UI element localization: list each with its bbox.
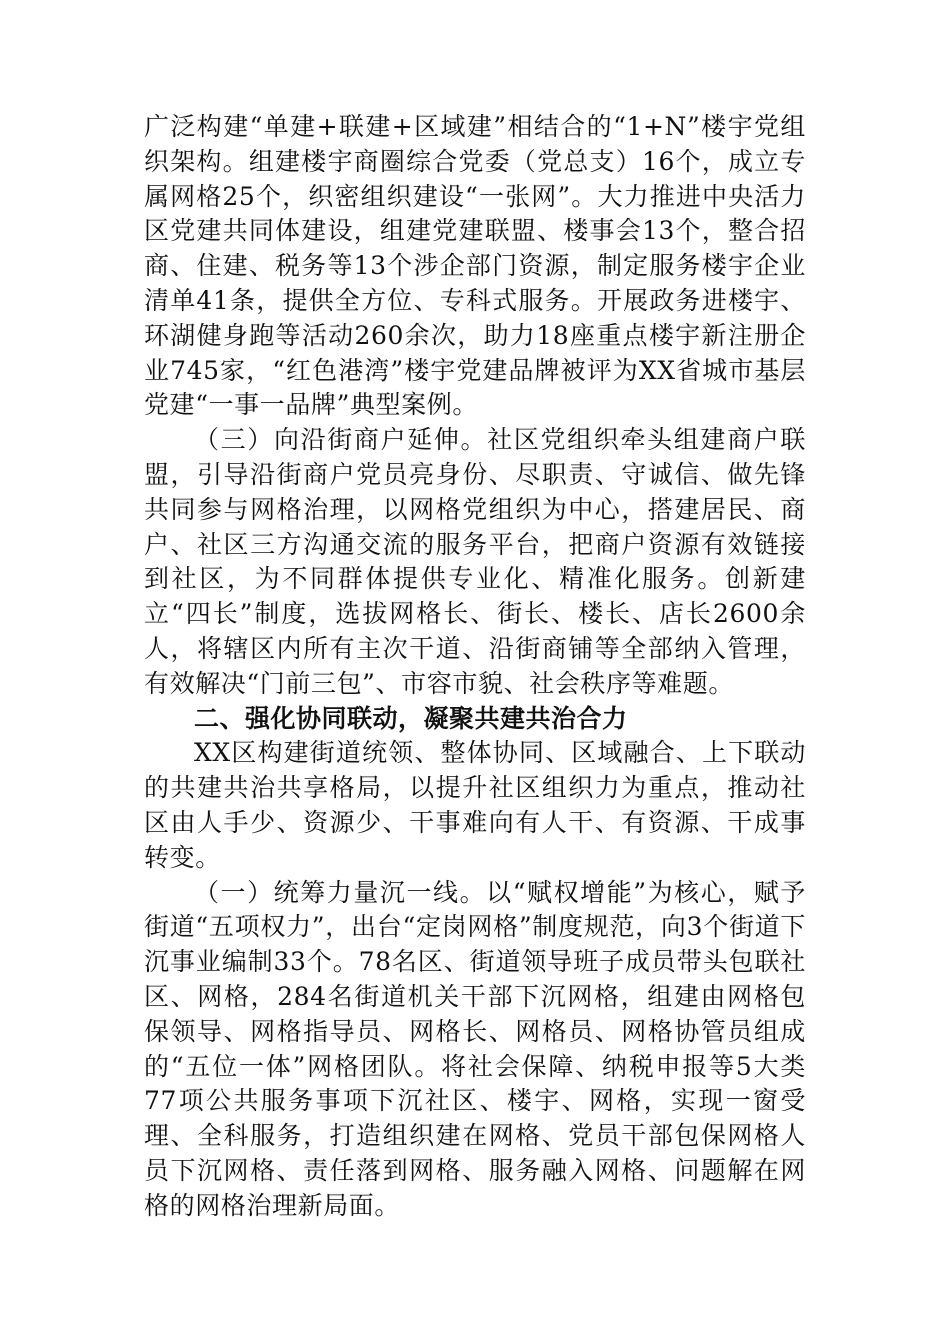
- paragraph-section-intro: XX区构建街道统领、整体协同、区域融合、上下联动的共建共治共享格局，以提升社区组织力为重点，推动社区由人手少、资源少、干事难向有人干、有资源、干成事转变。: [144, 738, 806, 872]
- document-body: [144, 110, 806, 1224]
- paragraph-street-merchants: （三）向沿街商户延伸。社区党组织牵头组建商户联盟，引导沿街商户党员亮身份、尽职责、守诚信、做先锋共同参与网格治理，以网格党组织为中心，搭建居民、商户、社区三方沟通交流的服务平台，把商户资源有效链接到社区，为不同群体提供专业化、精准化服务。创新建立“四长”制度，选拔网格长、街长、楼长、店长2600余人，将辖区内所有主次干道、沿街商铺等全部纳入管理，有效解决“门前三包”、市容市貌、社会秩序等难题。: [144, 425, 806, 698]
- section-heading: 二、强化协同联动，凝聚共建共治合力: [194, 703, 628, 733]
- paragraph-building-party-structure: 广泛构建“单建+联建+区域建”相结合的“1+N”楼宇党组织架构。组建楼宇商圈综合党委（党总支）16个，成立专属网格25个，织密组织建设“一张网”。大力推进中央活力区党建共同体建设，组建党建联盟、楼事会13个，整合招商、住建、税务等13个涉企部门资源，制定服务楼宇企业清单41条，提供全方位、专科式服务。开展政务进楼宇、环湖健身跑等活动260余次，助力18座重点楼宇新注册企业745家，“红色港湾”楼宇党建品牌被评为XX省城市基层党建“一事一品牌”典型案例。: [144, 112, 806, 420]
- paragraph-coordinate-forces: （一）统筹力量沉一线。以“赋权增能”为核心，赋予街道“五项权力”，出台“定岗网格”制度规范，向3个街道下沉事业编制33个。78名区、街道领导班子成员带头包联社区、网格，284名街道机关干部下沉网格，组建由网格包保领导、网格指导员、网格长、网格员、网格协管员组成的“五位一体”网格团队。将社会保障、纳税申报等5大类77项公共服务事项下沉社区、楼宇、网格，实现一窗受理、全科服务，打造组织建在网格、党员干部包保网格人员下沉网格、责任落到网格、服务融入网格、问题解在网格的网格治理新局面。: [144, 877, 806, 1220]
